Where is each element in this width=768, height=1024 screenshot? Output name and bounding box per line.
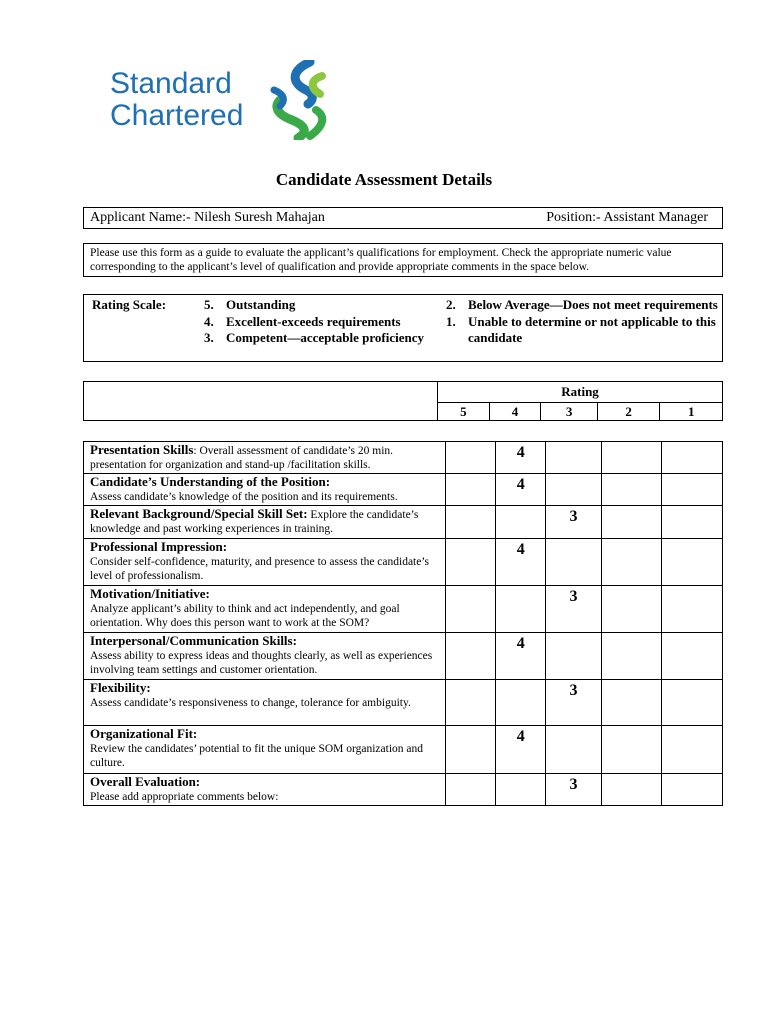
rating-cell-3[interactable] [546, 586, 601, 633]
rating-scale-item: 3. Competent—acceptable proficiency [204, 330, 424, 345]
criteria-row [84, 474, 723, 506]
rating-header-blank [84, 382, 438, 421]
logo-mark-icon [270, 60, 330, 140]
rating-cell-4[interactable] [496, 442, 546, 474]
rating-col-2: 2 [597, 403, 660, 421]
rating-cell-5[interactable] [445, 539, 495, 586]
rating-cell-3[interactable] [546, 726, 601, 774]
criteria-heading: Professional Impression: [90, 539, 228, 554]
rating-cell-3[interactable] [546, 506, 601, 539]
criteria-row [84, 633, 723, 680]
criteria-heading: Relevant Background/Special Skill Set: [90, 506, 308, 521]
applicant-name: Applicant Name:- Nilesh Suresh Mahajan [90, 210, 325, 225]
criteria-text: Analyze applicant’s ability to think and act independently, and goal orientation. Why does this person want to work at the SOM? [90, 603, 400, 629]
rating-cell-5[interactable] [445, 506, 495, 539]
rating-cell-3[interactable] [546, 680, 601, 726]
rating-cell-4[interactable] [496, 506, 546, 539]
rating-cell-1[interactable] [662, 680, 723, 726]
rating-scale-col-2 [446, 297, 721, 347]
rating-cell-2[interactable] [601, 506, 662, 539]
rating-col-4: 4 [489, 403, 541, 421]
rating-col-3: 3 [541, 403, 598, 421]
criteria-description [84, 633, 446, 680]
instructions-box: Please use this form as a guide to evaluate the applicant’s qualifications for employment. Check the appropriate numeric value corresponding to the applicant’s level of qualification and provide appropriate comments in the space below. [83, 243, 723, 277]
rating-cell-5[interactable] [445, 726, 495, 774]
rating-cell-1[interactable] [662, 633, 723, 680]
rating-cell-1[interactable] [662, 442, 723, 474]
criteria-heading: Candidate’s Understanding of the Position: [90, 474, 331, 489]
criteria-text: Consider self-confidence, maturity, and presence to assess the candidate’s level of professionalism. [90, 556, 430, 582]
rating-cell-5[interactable] [445, 633, 495, 680]
rating-cell-4[interactable] [496, 633, 546, 680]
criteria-description [84, 506, 446, 539]
criteria-description [84, 539, 446, 586]
rating-scale-item: 4. Excellent-exceeds requirements [204, 313, 401, 329]
rating-cell-3[interactable] [546, 474, 601, 506]
rating-scale-col-1 [204, 297, 424, 347]
criteria-description [84, 442, 446, 474]
rating-cell-1[interactable] [662, 474, 723, 506]
criteria-text: Assess candidate’s knowledge of the position and its requirements. [90, 491, 398, 503]
rating-cell-1[interactable] [662, 539, 723, 586]
logo-line-2: Chartered [110, 99, 244, 132]
standard-chartered-logo [110, 60, 330, 140]
rating-cell-4[interactable] [496, 474, 546, 506]
rating-cell-3[interactable] [546, 442, 601, 474]
criteria-text: Review the candidates’ potential to fit the unique SOM organization and culture. [90, 743, 423, 769]
rating-scale-item: 2. Below Average—Does not meet requirements [446, 297, 718, 312]
rating-scale-item: 5. Outstanding [204, 297, 296, 312]
criteria-row [84, 774, 723, 806]
rating-cell-4[interactable] [496, 680, 546, 726]
rating-mark: 4 [516, 728, 525, 745]
applicant-box [83, 207, 723, 229]
applicant-position: Position:- Assistant Manager [546, 210, 708, 225]
rating-mark: 4 [516, 444, 525, 461]
criteria-row [84, 506, 723, 539]
criteria-heading: Overall Evaluation: [90, 774, 201, 789]
rating-col-1: 1 [660, 403, 723, 421]
rating-cell-2[interactable] [601, 774, 662, 806]
rating-mark: 3 [569, 508, 578, 525]
rating-cell-5[interactable] [445, 474, 495, 506]
rating-cell-1[interactable] [662, 586, 723, 633]
criteria-description [84, 774, 446, 806]
criteria-heading: Motivation/Initiative: [90, 586, 210, 601]
rating-cell-1[interactable] [662, 506, 723, 539]
criteria-description [84, 474, 446, 506]
rating-scale-item: 1. Unable to determine or not applicable to this candidate [446, 313, 716, 345]
rating-mark: 3 [569, 682, 578, 699]
criteria-heading: Organizational Fit: [90, 726, 198, 741]
rating-cell-2[interactable] [601, 474, 662, 506]
rating-header-table [83, 381, 723, 421]
rating-cell-5[interactable] [445, 586, 495, 633]
rating-cell-4[interactable] [496, 774, 546, 806]
rating-cell-2[interactable] [601, 539, 662, 586]
rating-cell-4[interactable] [496, 586, 546, 633]
rating-header-label: Rating [438, 382, 723, 403]
rating-cell-1[interactable] [662, 726, 723, 774]
rating-cell-5[interactable] [445, 442, 495, 474]
rating-cell-2[interactable] [601, 726, 662, 774]
rating-mark: 4 [516, 476, 525, 493]
page-title: Candidate Assessment Details [275, 170, 493, 189]
criteria-text: Explore the candidate’s knowledge and past working experiences in training. [90, 509, 419, 535]
criteria-text: Assess candidate’s responsiveness to change, tolerance for ambiguity. [90, 697, 411, 709]
rating-mark: 3 [569, 588, 578, 605]
rating-cell-4[interactable] [496, 726, 546, 774]
rating-scale-box [83, 294, 723, 362]
criteria-table [83, 441, 723, 806]
rating-cell-5[interactable] [445, 680, 495, 726]
rating-mark: 4 [516, 635, 525, 652]
rating-scale-label: Rating Scale: [92, 297, 167, 312]
rating-col-5: 5 [438, 403, 490, 421]
criteria-heading: Interpersonal/Communication Skills: [90, 633, 297, 648]
criteria-heading: Presentation Skills [90, 442, 194, 457]
rating-cell-2[interactable] [601, 586, 662, 633]
criteria-heading: Flexibility: [90, 680, 151, 695]
logo-line-1: Standard [110, 67, 232, 100]
criteria-description [84, 726, 446, 774]
rating-cell-5[interactable] [445, 774, 495, 806]
rating-cell-1[interactable] [662, 774, 723, 806]
criteria-text: Assess ability to express ideas and thoughts clearly, as well as experiences involving team settings and customer orientation. [90, 650, 433, 676]
criteria-row [84, 442, 723, 474]
criteria-description [84, 586, 446, 633]
criteria-row [84, 680, 723, 726]
rating-cell-2[interactable] [601, 680, 662, 726]
rating-mark: 4 [516, 541, 525, 558]
criteria-row [84, 586, 723, 633]
rating-cell-3[interactable] [546, 633, 601, 680]
rating-cell-2[interactable] [601, 633, 662, 680]
criteria-description [84, 680, 446, 726]
criteria-row [84, 539, 723, 586]
rating-cell-3[interactable] [546, 774, 601, 806]
rating-cell-3[interactable] [546, 539, 601, 586]
criteria-text: Please add appropriate comments below: [90, 791, 279, 803]
rating-mark: 3 [569, 776, 578, 793]
rating-cell-4[interactable] [496, 539, 546, 586]
rating-cell-2[interactable] [601, 442, 662, 474]
criteria-row [84, 726, 723, 774]
criteria-text: : Overall assessment of candidate’s 20 min. presentation for organization and stand-up /facilitation skills. [90, 445, 394, 471]
